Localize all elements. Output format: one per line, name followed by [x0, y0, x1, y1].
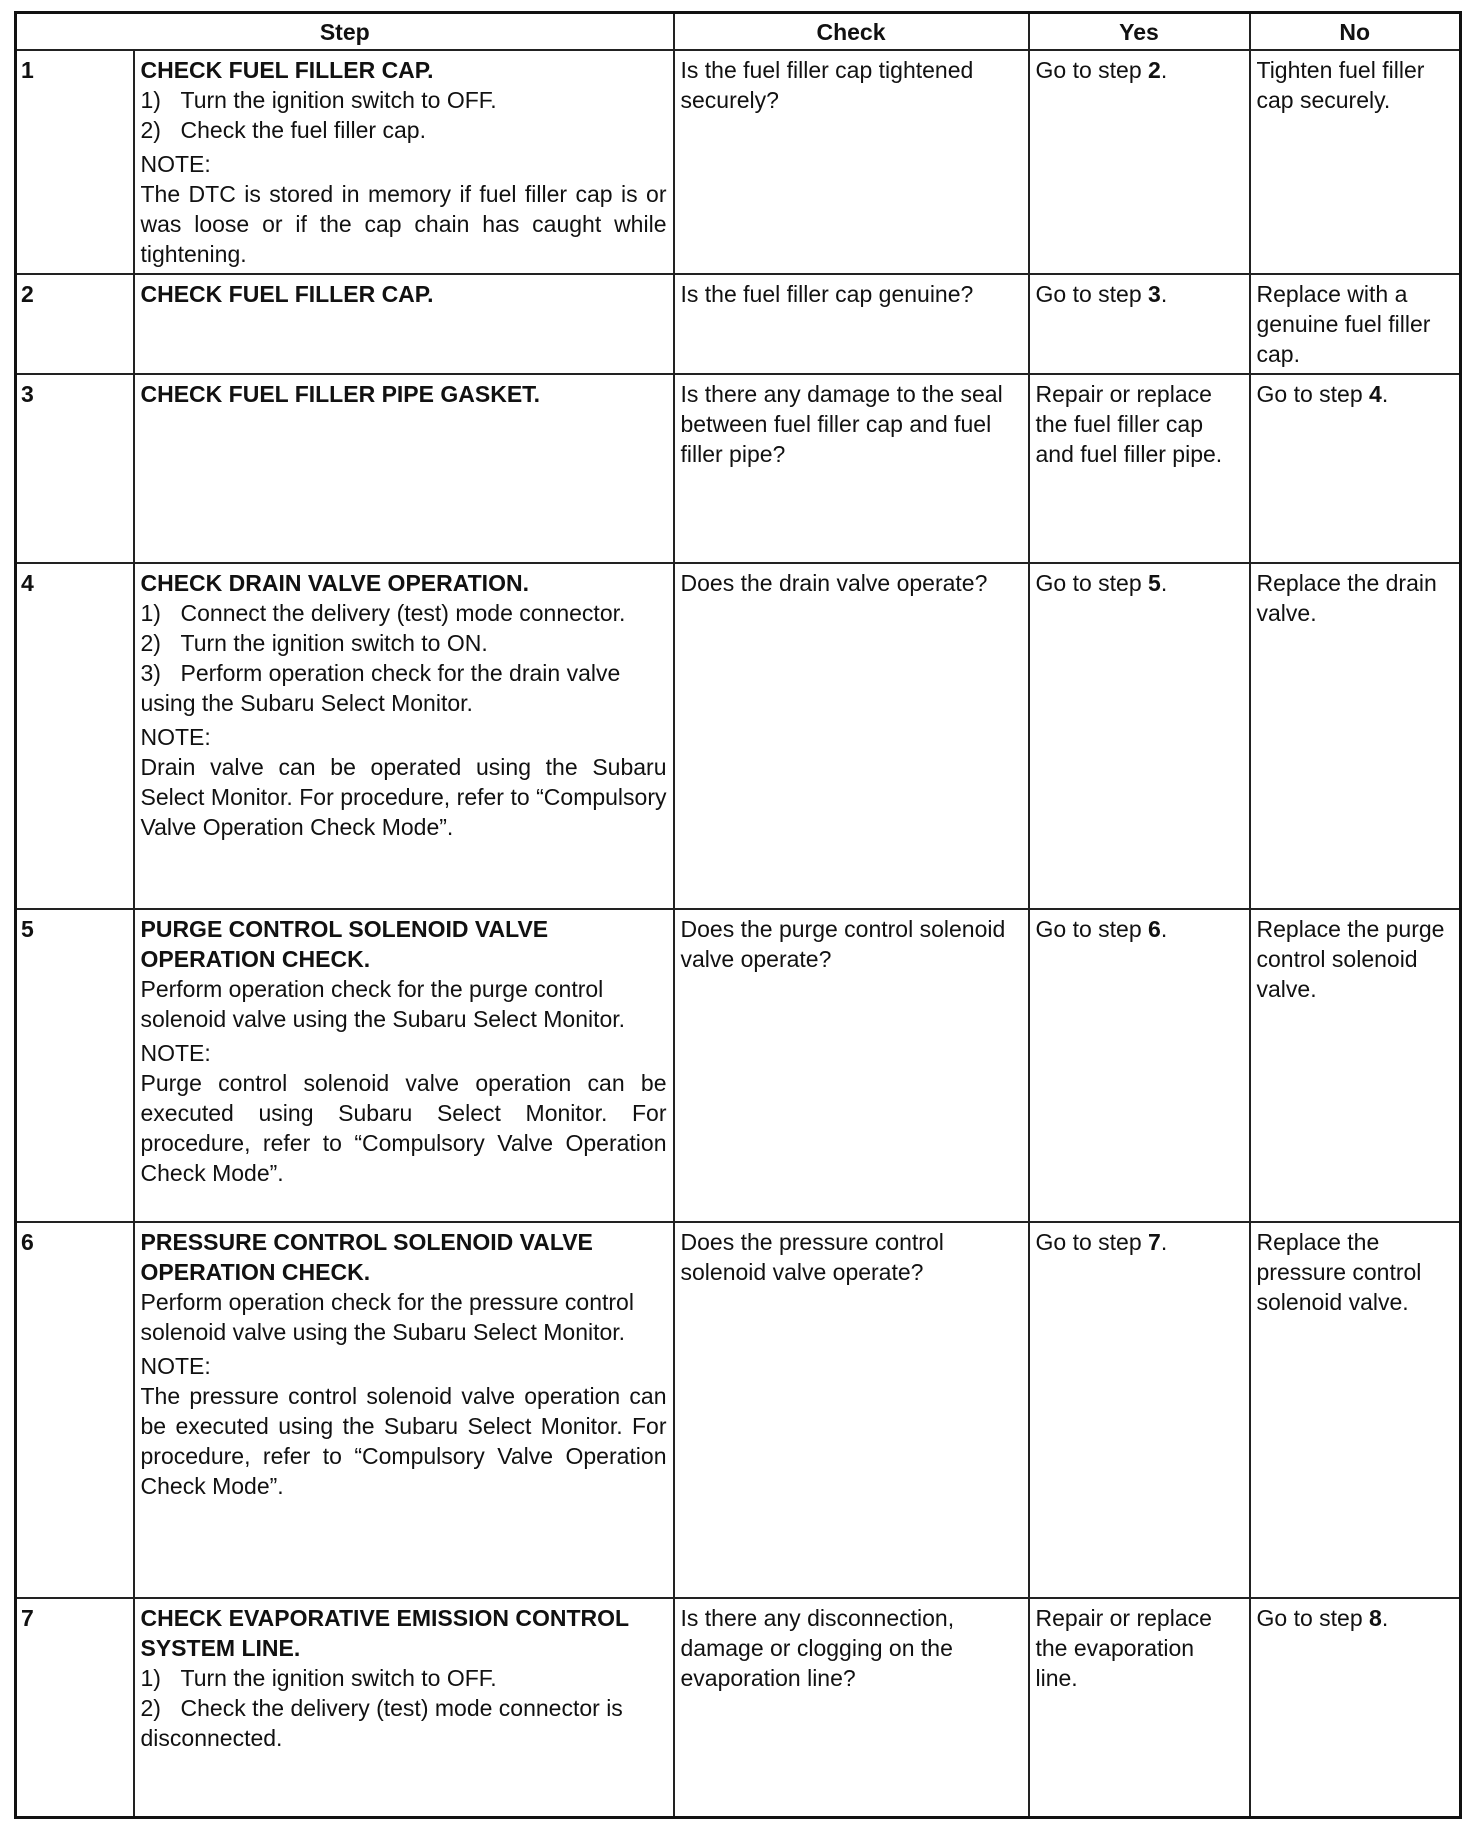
no-cell: Tighten fuel filler cap securely. [1250, 50, 1461, 274]
step-title: CHECK FUEL FILLER PIPE GASKET. [140, 381, 541, 407]
step-number: 6 [16, 1222, 134, 1598]
yes-cell: Repair or replace the fuel filler cap and fuel filler pipe. [1029, 374, 1250, 563]
table-row [16, 909, 1461, 1222]
note-label: NOTE: [140, 724, 211, 750]
step-item: 2) Turn the ignition switch to ON. [140, 630, 488, 656]
step-number: 2 [16, 274, 134, 374]
diagnostic-procedure-table [14, 11, 1462, 1819]
step-item: 1) Turn the ignition switch to OFF. [140, 87, 497, 113]
check-cell: Is the fuel filler cap genuine? [674, 274, 1029, 374]
no-cell: Go to step 4. [1250, 374, 1461, 563]
note-text: Drain valve can be operated using the Subaru Select Monitor. For procedure, refer to “Compulsory Valve Operation Check Mode”. [140, 754, 667, 840]
step-number: 5 [16, 909, 134, 1222]
step-number: 4 [16, 563, 134, 909]
no-cell: Replace the drain valve. [1250, 563, 1461, 909]
table-row [16, 563, 1461, 909]
no-cell: Replace with a genuine fuel filler cap. [1250, 274, 1461, 374]
yes-cell: Go to step 3. [1029, 274, 1250, 374]
step-title: CHECK FUEL FILLER CAP. [140, 57, 434, 83]
step-item: 1) Connect the delivery (test) mode connector. [140, 600, 626, 626]
note-text: The DTC is stored in memory if fuel filler cap is or was loose or if the cap chain has caught while tightening. [140, 181, 667, 267]
yes-cell: Go to step 6. [1029, 909, 1250, 1222]
check-cell: Is the fuel filler cap tightened securely? [674, 50, 1029, 274]
check-cell: Does the purge control solenoid valve operate? [674, 909, 1029, 1222]
step-item: 2) Check the delivery (test) mode connector is disconnected. [140, 1695, 623, 1751]
header-no: No [1250, 13, 1461, 51]
no-cell: Go to step 8. [1250, 1598, 1461, 1817]
header-step: Step [16, 13, 674, 51]
note-text: Purge control solenoid valve operation can be executed using Subaru Select Monitor. For procedure, refer to “Compulsory Valve Operation Check Mode”. [140, 1070, 667, 1186]
step-title: CHECK FUEL FILLER CAP. [140, 281, 434, 307]
step-cell [134, 274, 674, 374]
step-title: PURGE CONTROL SOLENOID VALVE OPERATION CHECK. [140, 916, 549, 972]
note-label: NOTE: [140, 151, 211, 177]
step-number: 3 [16, 374, 134, 563]
step-number: 1 [16, 50, 134, 274]
table-header-row [16, 13, 1461, 51]
step-title: CHECK EVAPORATIVE EMISSION CONTROL SYSTEM LINE. [140, 1605, 629, 1661]
note-label: NOTE: [140, 1353, 211, 1379]
table-row [16, 1222, 1461, 1598]
step-cell [134, 1598, 674, 1817]
header-yes: Yes [1029, 13, 1250, 51]
step-cell [134, 909, 674, 1222]
table-row [16, 50, 1461, 274]
table-row [16, 274, 1461, 374]
yes-cell: Go to step 5. [1029, 563, 1250, 909]
step-cell [134, 1222, 674, 1598]
step-cell [134, 563, 674, 909]
step-number: 7 [16, 1598, 134, 1817]
yes-cell: Go to step 2. [1029, 50, 1250, 274]
note-text: The pressure control solenoid valve operation can be executed using the Subaru Select Monitor. For procedure, refer to “Compulsory Valve Operation Check Mode”. [140, 1383, 667, 1499]
step-description: Perform operation check for the pressure control solenoid valve using the Subaru Select Monitor. [140, 1289, 634, 1345]
no-cell: Replace the purge control solenoid valve. [1250, 909, 1461, 1222]
step-item: 1) Turn the ignition switch to OFF. [140, 1665, 497, 1691]
check-cell: Does the pressure control solenoid valve operate? [674, 1222, 1029, 1598]
table-row [16, 374, 1461, 563]
step-description: Perform operation check for the purge control solenoid valve using the Subaru Select Monitor. [140, 976, 626, 1032]
check-cell: Does the drain valve operate? [674, 563, 1029, 909]
check-cell: Is there any disconnection, damage or clogging on the evaporation line? [674, 1598, 1029, 1817]
table-row [16, 1598, 1461, 1817]
header-check: Check [674, 13, 1029, 51]
step-item: 2) Check the fuel filler cap. [140, 117, 426, 143]
step-cell [134, 50, 674, 274]
note-label: NOTE: [140, 1040, 211, 1066]
step-item: 3) Perform operation check for the drain valve using the Subaru Select Monitor. [140, 660, 621, 716]
no-cell: Replace the pressure control solenoid valve. [1250, 1222, 1461, 1598]
check-cell: Is there any damage to the seal between fuel filler cap and fuel filler pipe? [674, 374, 1029, 563]
yes-cell: Go to step 7. [1029, 1222, 1250, 1598]
step-title: CHECK DRAIN VALVE OPERATION. [140, 570, 529, 596]
yes-cell: Repair or replace the evaporation line. [1029, 1598, 1250, 1817]
step-title: PRESSURE CONTROL SOLENOID VALVE OPERATION CHECK. [140, 1229, 593, 1285]
step-cell [134, 374, 674, 563]
